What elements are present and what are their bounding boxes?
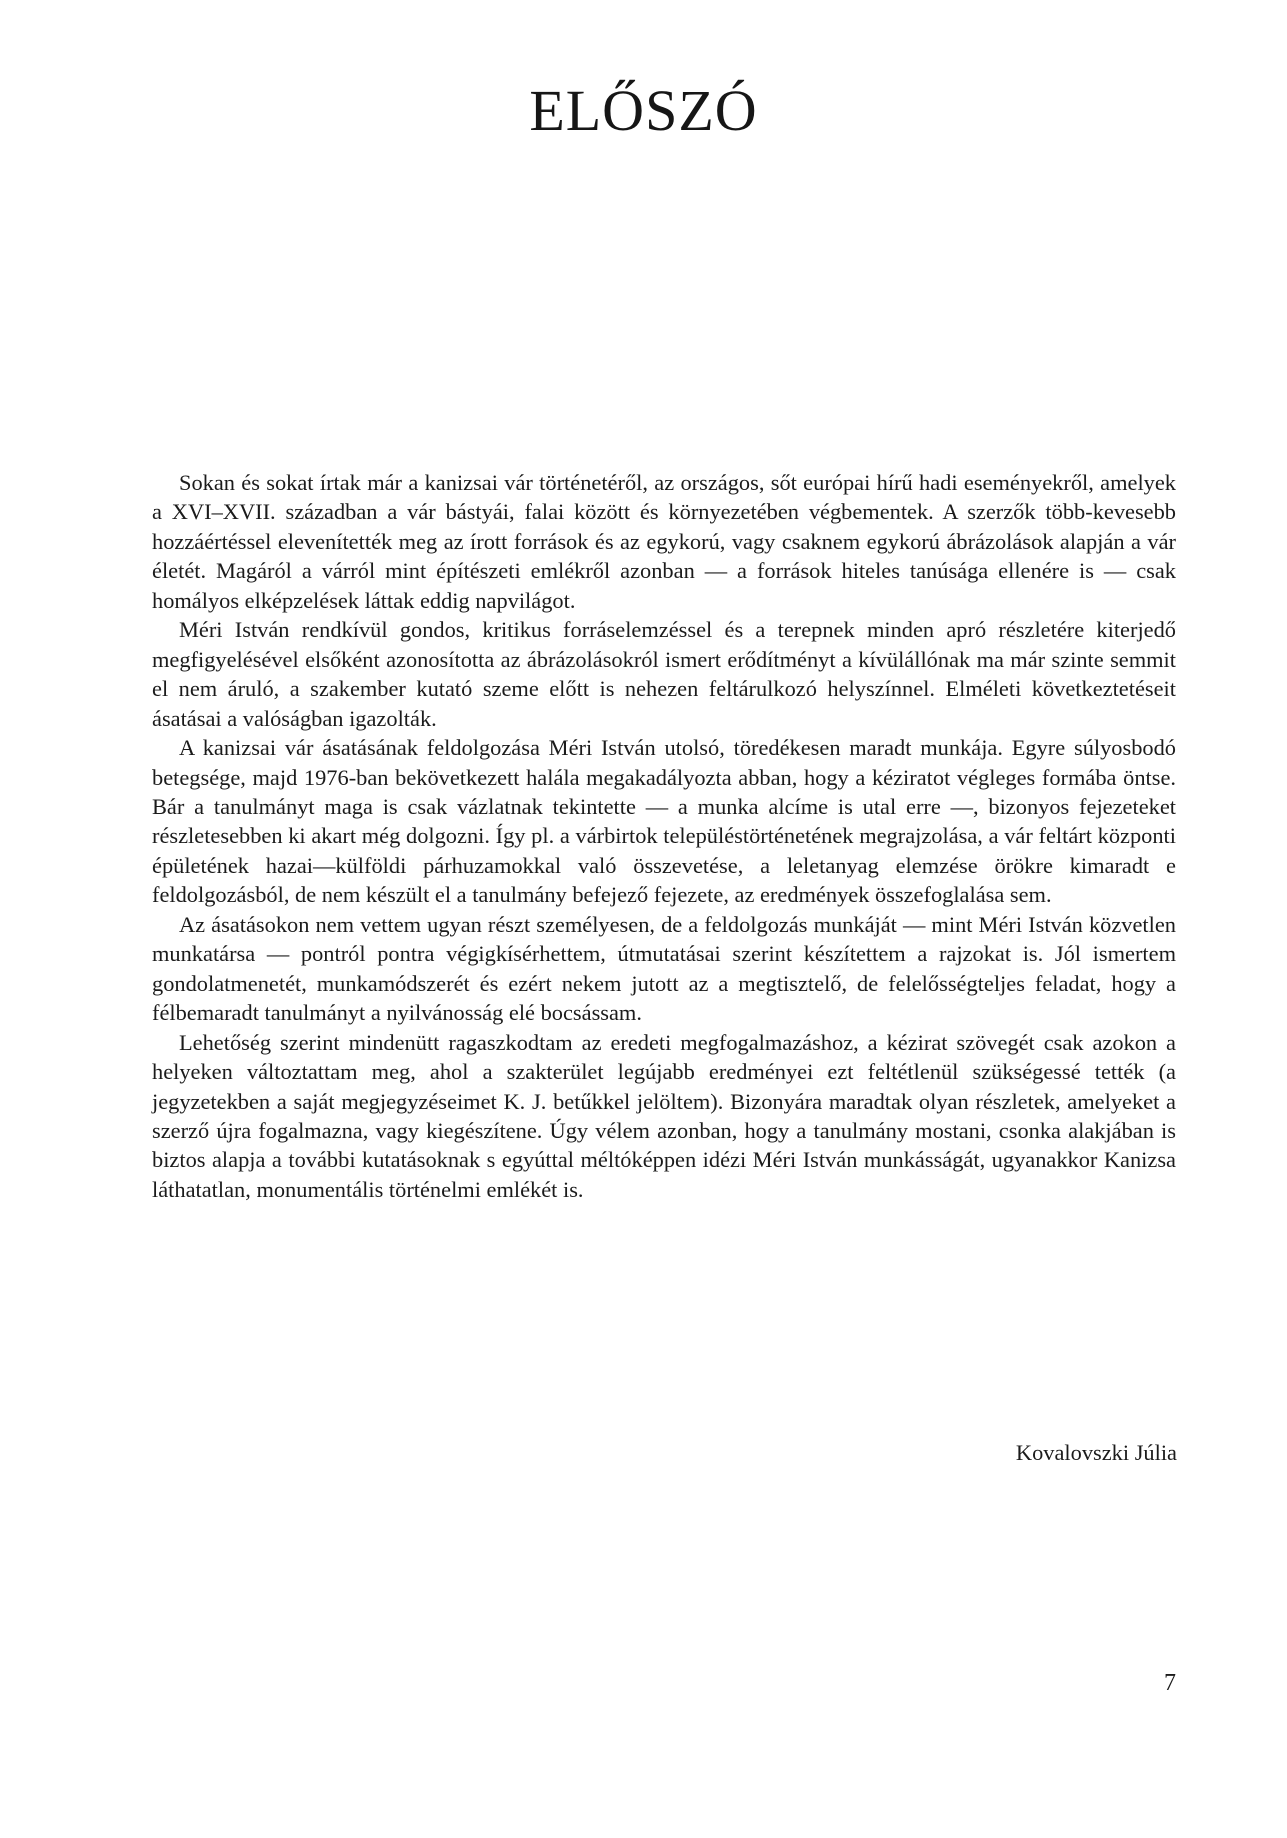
page-title: ELŐSZÓ — [529, 78, 758, 143]
paragraph: Sokan és sokat írtak már a kanizsai vár történetéről, az országos, sőt európai hírű hadi eseményekről, amelyek a XVI–XVII. században a vár bástyái, falai között és környezetében végbementek. A szerzők több-kevesebb hozzáértéssel elevenítették meg az írott források és az egykorú, vagy csaknem egykorú ábrázolások alapján a vár életét. Magáról a várról mint építészeti emlékről azonban — a források hiteles tanúsága ellenére is — csak homályos elképzelések láttak eddig napvilágot. — [152, 470, 1176, 613]
paragraph: A kanizsai vár ásatásának feldolgozása Méri István utolsó, töredékesen maradt munkája. Egyre súlyosbodó betegsége, majd 1976-ban bekövetkezett halála megakadályozta abban, hogy a kéziratot végleges formába öntse. Bár a tanulmányt maga is csak vázlatnak tekintette — a munka alcíme is utal erre —, bizonyos fejezeteket részletesebben ki akart még dolgozni. Így pl. a várbirtok településtörténetének megrajzolása, a vár feltárt központi épületének hazai—külföldi párhuzamokkal való összevetése, a leletanyag elemzése örökre kimaradt e feldolgozásból, de nem készült el a tanulmány befejező fejezete, az eredmények összefoglalása sem. — [152, 735, 1176, 908]
body-text — [152, 468, 1176, 1204]
paragraph: Lehetőség szerint mindenütt ragaszkodtam az eredeti megfogalmazáshoz, a kézirat szövegét csak azokon a helyeken változtattam meg, ahol a szakterület legújabb eredményei ezt feltétlenül szükségessé tették (a jegyzetekben a saját megjegyzéseimet K. J. betűkkel jelöltem). Bizonyára maradtak olyan részletek, amelyeket a szerző újra fogalmazna, vagy kiegészítene. Úgy vélem azonban, hogy a tanulmány mostani, csonka alakjában is biztos alapja a további kutatásoknak s egyúttal méltóképpen idézi Méri István munkásságát, ugyanakkor Kanizsa láthatatlan, monumentális történelmi emlékét is. — [152, 1029, 1176, 1202]
author-signature: Kovalovszki Júlia — [1015, 1440, 1177, 1465]
paragraph: Az ásatásokon nem vettem ugyan részt személyesen, de a feldolgozás munkáját — mint Méri István közvetlen munkatársa — pontról pontra végigkísérhettem, útmutatásai szerint készítettem a rajzokat is. Jól ismertem gondolatmenetét, munkamódszerét és ezért nekem jutott az a megtisztelő, de felelősségteljes feladat, hogy a félbemaradt tanulmányt a nyilvánosság elé bocsássam. — [152, 911, 1176, 1026]
paragraph: Méri István rendkívül gondos, kritikus forráselemzéssel és a terepnek minden apró részletére kiterjedő megfigyelésével elsőként azonosította az ábrázolásokról ismert erődítményt a kívülállónak ma már szinte semmit el nem áruló, a szakember kutató szeme előtt is nehezen feltárulkozó helyszínnel. Elméleti következtetéseit ásatásai a valóságban igazolták. — [152, 617, 1176, 731]
page-number: 7 — [1164, 1670, 1176, 1696]
